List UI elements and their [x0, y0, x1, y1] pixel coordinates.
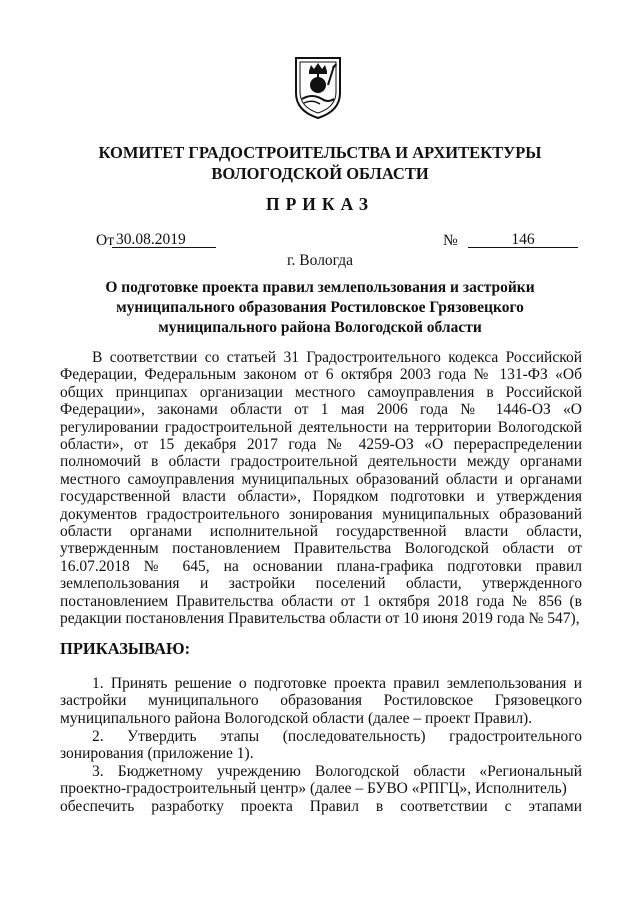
decree-item-1: 1. Принять решение о подготовке проекта правил землепользования и застройки муниципального образования Ростиловское Грязовецкого муниципального района Вологодской области (далее – проект Правил).	[60, 675, 582, 727]
organization-name-line2: ВОЛОГОДСКОЙ ОБЛАСТИ	[211, 164, 429, 183]
number-label: №	[443, 232, 458, 249]
organization-name	[0, 142, 640, 184]
decree-heading: ПРИКАЗЫВАЮ:	[60, 639, 191, 658]
organization-name-line1: КОМИТЕТ ГРАДОСТРОИТЕЛЬСТВА И АРХИТЕКТУРЫ	[98, 143, 542, 162]
document-date: 30.08.2019	[112, 232, 216, 248]
decree-item-3-continued: обеспечить разработку проекта Правил в соответствии с этапами	[60, 798, 582, 815]
document-subject: О подготовке проекта правил землепользования и застройки муниципального образования Ростиловское Грязовецкого муниципального района Вологодской области	[105, 279, 535, 336]
decree-item-3: 3. Бюджетному учреждению Вологодской области «Региональный проектно-градостроительный центр» (далее – БУВО «РПГЦ», Исполнитель)	[60, 763, 582, 798]
vologda-coat-of-arms-icon	[292, 55, 344, 121]
date-label: От	[96, 232, 114, 249]
preamble-paragraph: В соответствии со статьей 31 Градостроительного кодекса Российской Федерации, Федеральным законом от 6 октября 2003 года № 131-ФЗ «Об общих принципах организации местного самоуправления в Российской Федерации», законами области от 1 мая 2006 года № 1446-ОЗ «О регулировании градостроительной деятельности на территории Вологодской области», от 15 декабря 2017 года № 4259-ОЗ «О перераспределении полномочий в области градостроительной деятельности между органами местного самоуправления муниципальных образований области и органами государственной власти области», Порядком подготовки и утверждения документов градостроительного зонирования муниципальных образований области органами исполнительной государственной власти области, утвержденным постановлением Правительства Вологодской области от 16.07.2018 № 645, на основании плана-графика подготовки правил землепользования и застройки поселений области, утвержденного постановлением Правительства области от 1 октября 2018 года № 856 (в редакции постановления Правительства области от 10 июня 2019 года № 547),	[60, 349, 582, 628]
decree-item-2: 2. Утвердить этапы (последовательность) градостроительного зонирования (приложение 1).	[60, 728, 582, 763]
document-type-title: ПРИКАЗ	[265, 194, 375, 214]
document-number: 146	[468, 232, 578, 248]
city-name: г. Вологда	[286, 252, 354, 269]
